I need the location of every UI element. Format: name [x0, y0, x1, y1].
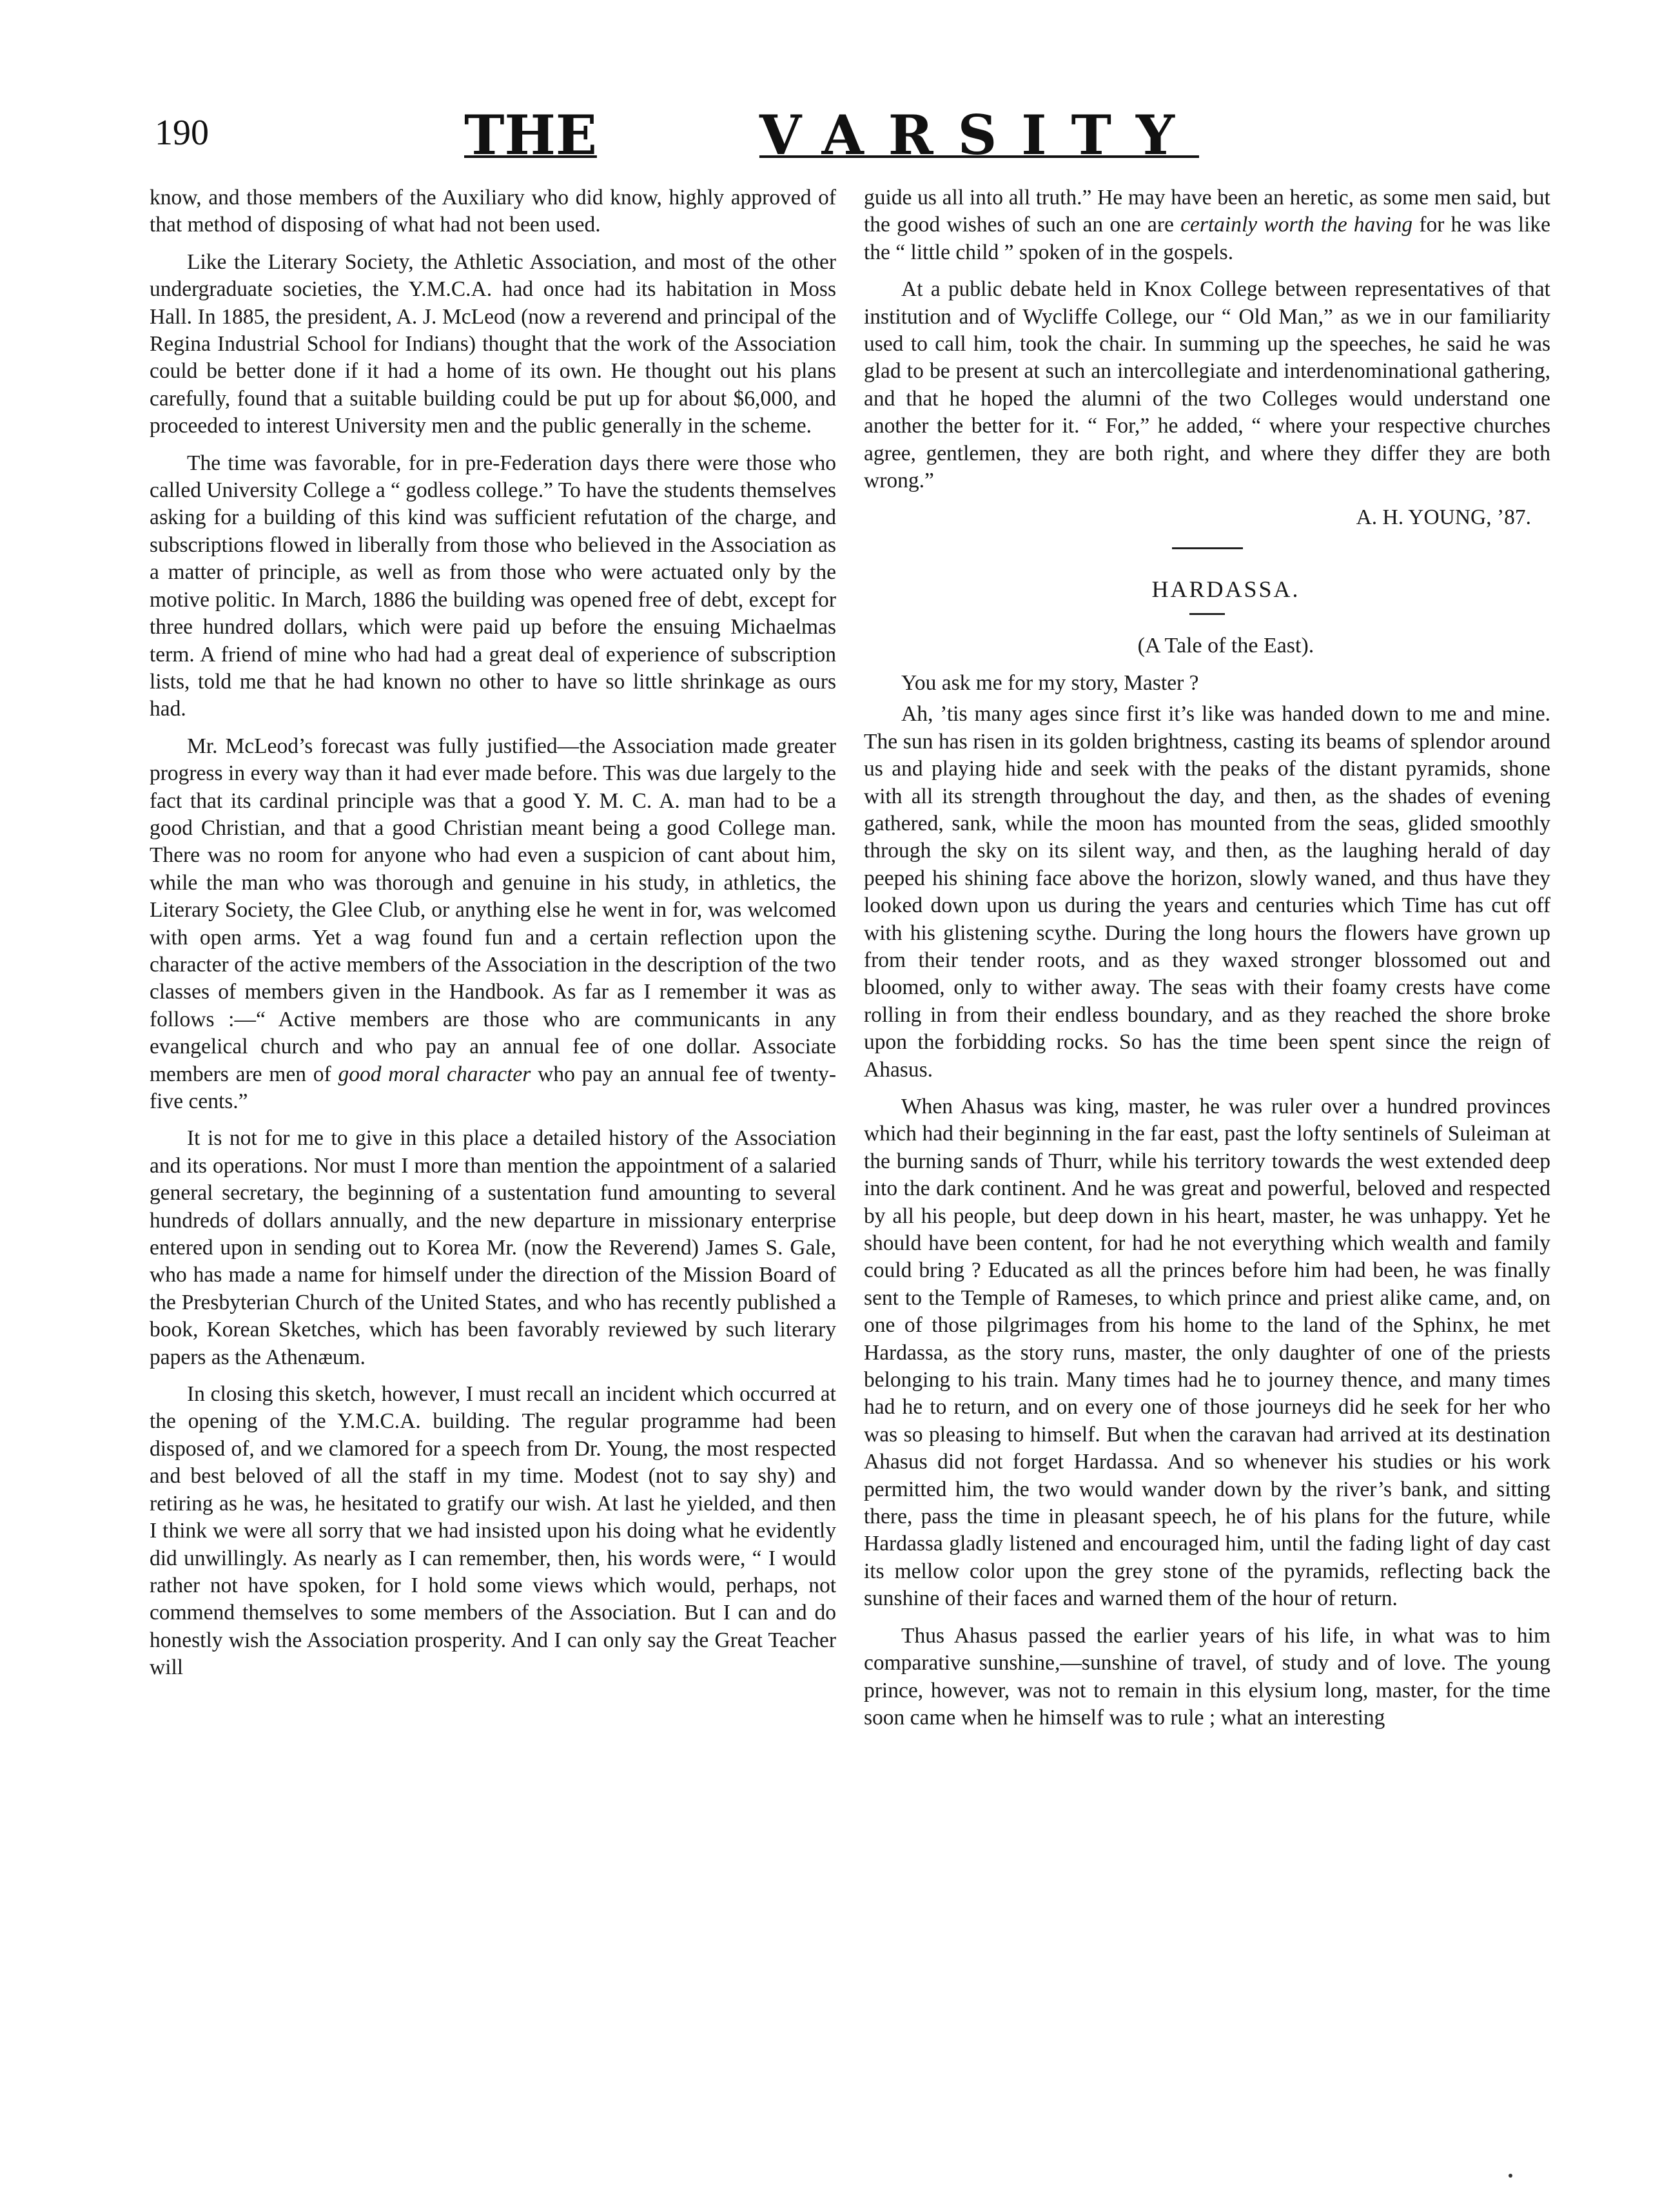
- italic-phrase: good moral character: [338, 1062, 531, 1086]
- paragraph: In closing this sketch, however, I must recall an incident which occurred at the opening of the Y.M.C.A. building. The regular programme had been disposed of, and we clamored for a speech from Dr. Young, the most respected and best beloved of all the staff in my time. Modest (not to say shy) and retiring as he was, he hesitated to gratify our wish. At last he yielded, and then I think we were all sorry that we had insisted upon his doing what he evidently did unwillingly. As nearly as I can remember, then, his words were, “ I would rather not have spoken, for I hold some views which would, perhaps, not commend themselves to some members of the Association. But I can and do honestly wish the Association prosperity. And I can only say the Great Teacher will: [150, 1382, 836, 1680]
- paragraph-text: Mr. McLeod’s forecast was fully justified—the Association made greater progress in every way than it had ever made before. This was due largely to the fact that its cardinal principle was that a good Y. M. C. A. man had to be a good Christian, and that a good Christian meant being a good College man. There was no room for anyone who had even a suspicion of cant about him, while the man who was thorough and genuine in his study, in athletics, the Literary Society, the Glee Club, or anything else he went in for, was welcomed with open arms. Yet a wag found fun and a certain reflection upon the character of the active members of the Association in the description of the two classes of members given in the Handbook. As far as I remember it was as follows :—“ Active members are those who are communicants in any evangelical church and who pay an annual fee of one dollar. Associate members are men of: [150, 734, 836, 1086]
- right-column: [864, 184, 1550, 1741]
- story-subtitle: (A Tale of the East).: [1137, 633, 1314, 658]
- section-divider: [1172, 547, 1243, 549]
- title-rule: [1189, 613, 1225, 615]
- paragraph: Ah, ’tis many ages since first it’s like was handed down to me and mine. The sun has risen in its golden brightness, casting its beams of splendor around us and playing hide and seek with the peaks of the distant pyramids, shone with all its strength throughout the day, and then, as the shades of evening gathered, sank, while the moon has mounted from the seas, glided smoothly through the sky on its silent way, and then, as the laughing herald of day peeped his shining face above the horizon, slowly waned, and thus have they looked down upon us during the years and centuries which Time has cut off with his glistening scythe. During the long hours the flowers have grown up from their tender roots, and as they waxed stronger blossomed out and bloomed, only to wither away. The seas with their foamy crests have come rolling in from their endless boundary, and as they reached the shore broke upon the forbidding rocks. So has the time been spent since the reign of Ahasus.: [864, 702, 1550, 1082]
- masthead-word-varsity: VARSITY: [759, 103, 1199, 167]
- paragraph: [150, 733, 836, 1116]
- paragraph: Thus Ahasus passed the earlier years of his life, in what was to him comparative sunshine,—sunshine of travel, of study and of love. The young prince, however, was not to remain in this elysium long, master, for the time soon came when he himself was to rule ; what an interesting: [864, 1623, 1550, 1730]
- paragraph-text: guide us all into all truth.” He may have been an heretic, as some men said, but the good wishes of such an one are: [864, 186, 1550, 237]
- paragraph: Like the Literary Society, the Athletic Association, and most of the other undergraduate societies, the Y.M.C.A. had once had its habitation in Moss Hall. In 1885, the president, A. J. McLeod (now a reverend and principal of the Regina Industrial School for Indians) thought that the work of the Association could be better done if it had a home of its own. He thought out his plans carefully, found that a suitable building could be put up for about $6,000, and proceeded to interest University men and the public generally in the scheme.: [150, 249, 836, 438]
- paragraph: [864, 184, 1550, 266]
- paragraph: know, and those members of the Auxiliary who did know, highly approved of that method of disposing of what had not been used.: [150, 186, 836, 237]
- page-number: 190: [155, 113, 209, 153]
- masthead-word-the: THE: [464, 103, 597, 167]
- author-signature-line: [864, 504, 1550, 531]
- author-signature: A. H. YOUNG, ’87.: [1356, 505, 1531, 530]
- paragraph-text: who pay an annual fee of twenty-five cents.”: [150, 1062, 836, 1113]
- left-column: [150, 184, 836, 1692]
- story-title: HARDASSA.: [1151, 576, 1300, 602]
- paragraph: When Ahasus was king, master, he was ruler over a hundred provinces which had their beginning in the far east, past the lofty sentinels of Suleiman at the burning sands of Thurr, while his territory towards the west extended deep into the dark continent. And he was great and powerful, beloved and respected by all his people, but deep down in his heart, master, he was unhappy. Yet he should have been content, for had he not everything which wealth and family could bring ? Educated as all the princes before him had been, he was finally sent to the Temple of Rameses, to which prince and priest alike came, and, on one of those pilgrimages from his home to the land of the Sphinx, he met Hardassa, as the story runs, master, the only daughter of one of the priests belonging to his train. Many times had he to journey thence, and many times had he to return, and on every one of those journeys did he seek for her who was so pleasing to himself. But when the caravan had arrived at its destination Ahasus did not forget Hardassa. And so whenever his studies or his work permitted him, the two would wander down by the river’s bank, and sitting there, pass the time in pleasant speech, he of his plans for the future, while Hardassa gladly listened and encouraged him, until the fading light of day cast its mellow color upon the grey stone of the pyramids, reflecting back the sunshine of their faces and warned them of the hour of return.: [864, 1094, 1550, 1611]
- masthead-title: [464, 103, 1199, 167]
- paragraph-text: for he was like the “ little child ” spoken of in the gospels.: [864, 213, 1551, 264]
- paragraph: The time was favorable, for in pre-Federation days there were those who called University College a “ godless college.” To have the students themselves asking for a building of this kind was sufficient refutation of the charge, and subscriptions flowed in liberally from those who believed in the Association as a matter of principle, as well as from those who were actuated only by the motive politic. In March, 1886 the building was opened free of debt, except for three hundred dollars, which were paid up before the ensuing Michaelmas term. A friend of mine who had had a great deal of experience of subscription lists, told me that he had known no other to have so little shrinkage as ours had.: [150, 451, 837, 721]
- paragraph: It is not for me to give in this place a detailed history of the Association and its operations. Nor must I more than mention the appointment of a salaried general secretary, the beginning of a sustentation fund amounting to several hundreds of dollars annually, and the new departure in missionary enterprise entered upon in sending out to Korea Mr. (now the Reverend) James S. Gale, who has made a name for himself under the direction of the Mission Board of the Presbyterian Church of the United States, and who has recently published a book, Korean Sketches, which has been favorably reviewed by such literary papers as the Athenæum.: [150, 1126, 836, 1369]
- print-speck: [1509, 2174, 1512, 2178]
- paragraph: [864, 276, 1550, 494]
- paragraph: You ask me for my story, Master ?: [901, 670, 1199, 695]
- italic-phrase: certainly worth the having: [1180, 213, 1413, 237]
- paragraph-text: At a public debate held in Knox College between representatives of that institution and of Wycliffe College, our “ Old Man,” as we in our familiarity used to call him, took the chair. In summing up the speeches, he said he was glad to be present at such an intercollegiate and interdenominational gathering, and that he hoped the alumni of the two Colleges would understand one another the better for it. “ For,” he added, “ where your respective churches agree, gentlemen, they are both right, and where they differ they are both wrong.”: [864, 277, 1550, 493]
